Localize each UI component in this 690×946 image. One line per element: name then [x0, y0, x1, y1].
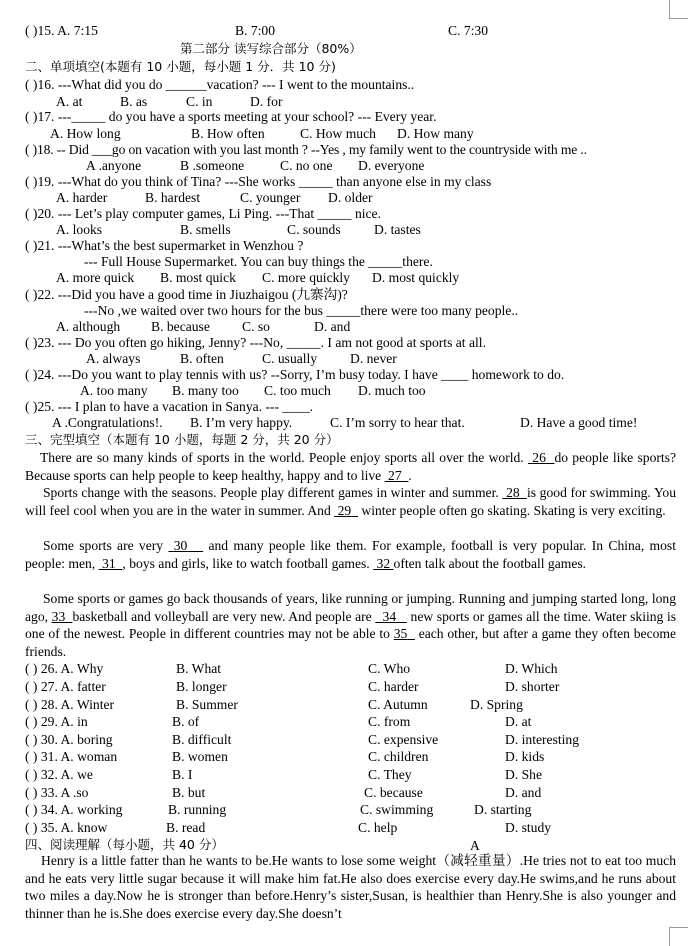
q15-stem: ( )15. A. 7:15 [25, 23, 98, 38]
cloze-27-option-c: C. harder [368, 679, 419, 694]
cloze-paragraph-2 [25, 484, 676, 519]
q18-option-a: A .anyone [86, 158, 142, 173]
q18-option-d: D. everyone [358, 158, 425, 173]
cloze-28-option-d: D. Spring [470, 697, 523, 712]
q16-option-d: D. for [250, 94, 283, 109]
q24-option-b: B. many too [172, 383, 239, 398]
cloze-28-option-a: ( ) 28. A. Winter [25, 697, 115, 712]
cloze-28-option-b: B. Summer [176, 697, 238, 712]
cloze-text: Some sports or games go back thousands of years, like running or jumping. Running and jumping started long, long ago, [25, 591, 676, 624]
cloze-34-option-c: C. swimming [360, 802, 434, 817]
cloze-29-option-d: D. at [505, 714, 532, 729]
cloze-30-option-b: B. difficult [172, 732, 232, 747]
q20-option-b: B. smells [180, 222, 231, 237]
cloze-26-option-a: ( ) 26. A. Why [25, 661, 104, 676]
cloze-35-option-a: ( ) 35. A. know [25, 820, 108, 835]
cloze-31-option-b: B. women [172, 749, 228, 764]
q19-option-d: D. older [328, 190, 373, 205]
q25-option-a: A .Congratulations!. [52, 415, 163, 430]
q24-option-d: D. much too [358, 383, 426, 398]
cloze-28-option-c: C. Autumn [368, 697, 428, 712]
cloze-31-option-a: ( ) 31. A. woman [25, 749, 118, 764]
cloze-29-option-a: ( ) 29. A. in [25, 714, 88, 729]
cloze-30-option-a: ( ) 30. A. boring [25, 732, 113, 747]
cloze-32-option-a: ( ) 32. A. we [25, 767, 93, 782]
section3-title: 三、完型填空（本题有 10 小题，每题 2 分，共 20 分） [25, 432, 339, 447]
q20-option-a: A. looks [56, 222, 103, 237]
cloze-35-option-c: C. help [358, 820, 398, 835]
cloze-34-option-a: ( ) 34. A. working [25, 802, 123, 817]
q16-option-a: A. at [56, 94, 83, 109]
q21-option-a: A. more quick [56, 270, 135, 285]
q18-stem: ( )18. -- Did ___go on vacation with you last month ? --Yes , my family went to the countryside with me .. [25, 142, 587, 157]
q22-option-d: D. and [314, 319, 351, 334]
cloze-27-option-b: B. longer [176, 679, 227, 694]
cloze-blank-28: 28 [506, 485, 520, 500]
cloze-33-option-c: C. because [364, 785, 423, 800]
q19-option-a: A. harder [56, 190, 108, 205]
q24-option-a: A. too many [80, 383, 148, 398]
q16-stem: ( )16. ---What did you do ______vacation? --- I went to the mountains.. [25, 77, 415, 92]
cloze-text: do people like sports? Because sports can help people to keep healthy, happy and to live [25, 450, 676, 483]
q19-option-b: B. hardest [145, 190, 201, 205]
q25-option-b: B. I’m very happy. [190, 415, 293, 430]
cloze-text: There are so many kinds of sports in the world. People enjoy sports all over the world. [40, 450, 524, 465]
q15-option-c: C. 7:30 [448, 23, 489, 38]
q24-stem: ( )24. ---Do you want to play tennis with us? --Sorry, I’m busy today. I have ____ homework to do. [25, 367, 565, 382]
q16-option-c: C. in [186, 94, 213, 109]
cloze-31-option-c: C. children [368, 749, 429, 764]
cloze-paragraph-1 [25, 449, 676, 484]
cloze-text: often talk about the football games. [393, 555, 587, 571]
cloze-34-option-d: D. starting [474, 802, 532, 817]
cloze-34-option-b: B. running [168, 802, 227, 817]
cloze-30-option-d: D. interesting [505, 732, 579, 747]
cloze-32-option-d: D. She [505, 767, 543, 782]
q17-option-b: B. How often [191, 126, 265, 141]
q24-option-c: C. too much [264, 383, 331, 398]
cloze-32-option-c: C. They [368, 767, 412, 782]
q16-option-b: B. as [120, 94, 148, 109]
q20-option-c: C. sounds [287, 222, 341, 237]
cloze-blank-29: 29 [337, 502, 352, 518]
cloze-blank-35: 35 [393, 626, 408, 642]
cloze-30-option-c: C. expensive [368, 732, 439, 747]
cloze-26-option-b: B. What [176, 661, 222, 676]
q21-option-b: B. most quick [160, 270, 236, 285]
q22-option-b: B. because [151, 319, 210, 334]
cloze-blank-32: 32 [376, 555, 391, 571]
q19-option-c: C. younger [240, 190, 301, 205]
cloze-29-option-b: B. of [172, 714, 200, 729]
q23-option-b: B. often [180, 351, 224, 366]
cloze-32-option-b: B. I [172, 767, 193, 782]
q23-stem: ( )23. --- Do you often go hiking, Jenny? ---No, _____. I am not good at sports at all. [25, 335, 486, 350]
q20-stem: ( )20. --- Let’s play computer games, Li Ping. ---That _____ nice. [25, 206, 381, 221]
cloze-text: new sports or games all the time. Water skiing is one of the newest. People in different countries may not be able to [25, 608, 677, 642]
cloze-33-option-a: ( ) 33. A .so [25, 785, 89, 800]
cloze-35-option-b: B. read [166, 820, 206, 835]
q25-option-c: C. I’m sorry to hear that. [330, 415, 465, 430]
q17-stem: ( )17. ---_____ do you have a sports meeting at your school? --- Every year. [25, 109, 437, 124]
reading-passage-a: Henry is a little fatter than he wants to be.He wants to lose some weight（减轻重量）.He tries not to eat too much and he eats very little sugar because it will make him fat.He also does exercise every day.He swims,and he runs about two miles a day.Now he is stronger than before.Henry’s sister,Susan, is healthier than Henry.She is also younger and thinner than he is.She does exercise every day.She doesn’t [25, 853, 676, 922]
q22-option-c: C. so [242, 319, 270, 334]
q19-stem: ( )19. ---What do you think of Tina? ---She works _____ than anyone else in my class [25, 174, 492, 189]
cloze-text: , boys and girls, like to watch football games. [122, 555, 370, 571]
cloze-27-option-a: ( ) 27. A. fatter [25, 679, 106, 694]
page-corner-mark-bottom [669, 927, 688, 946]
cloze-26-option-c: C. Who [368, 661, 411, 676]
q25-stem: ( )25. --- I plan to have a vacation in Sanya. --- ____. [25, 399, 314, 414]
cloze-27-option-d: D. shorter [505, 679, 560, 694]
q21-stem: ( )21. ---What’s the best supermarket in Wenzhou ? [25, 238, 304, 253]
q22-stem: ( )22. ---Did you have a good time in Jiuzhaigou (九寨沟)? [25, 287, 348, 302]
q22-stem-reply: ---No ,we waited over two hours for the bus _____there were too many people.. [84, 303, 519, 318]
cloze-33-option-b: B. but [172, 785, 206, 800]
cloze-blank-27: 27 [388, 467, 402, 483]
section4-title: 四、阅读理解（每小题，共 40 分） [25, 837, 224, 852]
cloze-text: . [408, 467, 412, 483]
page-corner-mark-top [669, 0, 688, 19]
cloze-33-option-d: D. and [505, 785, 542, 800]
q23-option-a: A. always [86, 351, 141, 366]
q23-option-d: D. never [350, 351, 397, 366]
q25-option-d: D. Have a good time! [520, 415, 638, 430]
q17-option-c: C. How much [300, 126, 376, 141]
cloze-text: Some sports are very [43, 538, 164, 553]
cloze-31-option-d: D. kids [505, 749, 545, 764]
q23-option-c: C. usually [262, 351, 318, 366]
q20-option-d: D. tastes [374, 222, 421, 237]
cloze-blank-33: 33 [51, 608, 66, 624]
q21-option-c: C. more quickly [262, 270, 350, 285]
q21-stem-reply: --- Full House Supermarket. You can buy things the _____there. [84, 254, 433, 269]
cloze-text: and many people like them. For example, football is very popular. In China, most people: men, [25, 538, 676, 571]
cloze-text: each other, but after a game they often become friends. [25, 626, 677, 660]
cloze-paragraph-3 [25, 537, 676, 572]
cloze-blank-34: 34 [382, 608, 397, 624]
q17-option-a: A. How long [50, 126, 121, 141]
cloze-text: basketball and volleyball are very new. And people are [72, 608, 372, 624]
section2-title: 二、单项填空(本题有 10 小题，每小题 1 分．共 10 分) [25, 59, 336, 74]
cloze-26-option-d: D. Which [505, 661, 558, 676]
cloze-text: Sports change with the seasons. People play different games in winter and summer. [43, 485, 499, 500]
part2-title: 第二部分 读写综合部分（80%） [180, 41, 362, 56]
q22-option-a: A. although [56, 319, 121, 334]
q15-option-b: B. 7:00 [235, 23, 276, 38]
cloze-35-option-d: D. study [505, 820, 552, 835]
cloze-blank-30: 30 [173, 538, 188, 553]
q17-option-d: D. How many [397, 126, 474, 141]
passage-label-a: A [470, 838, 480, 853]
q18-option-c: C. no one [280, 158, 333, 173]
cloze-text: winter people often go skating. Skating is very exciting. [361, 502, 666, 518]
cloze-blank-31: 31 [102, 555, 116, 571]
q21-option-d: D. most quickly [372, 270, 460, 285]
cloze-text: is good for swimming. You will feel cool when you are in the water in summer. And [25, 485, 677, 518]
cloze-paragraph-4 [25, 590, 676, 661]
cloze-blank-26: 26 [532, 450, 546, 465]
q18-option-b: B .someone [180, 158, 245, 173]
cloze-29-option-c: C. from [368, 714, 411, 729]
